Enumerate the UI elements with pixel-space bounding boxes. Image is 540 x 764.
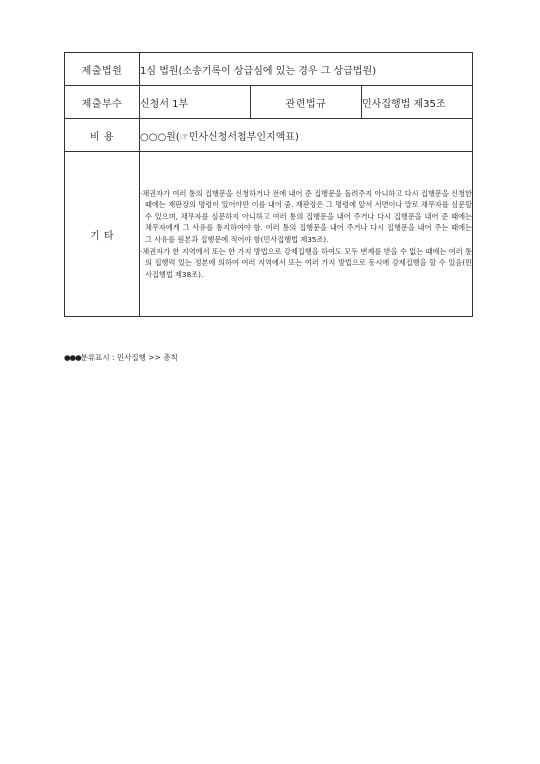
classification-footer bbox=[64, 352, 178, 363]
other-label: 기 타 bbox=[65, 152, 140, 317]
application-info-table bbox=[64, 52, 473, 317]
related-law-label: 관련법규 bbox=[251, 86, 362, 119]
bullet-icon: ●●● bbox=[64, 353, 81, 362]
copies-label: 제출부수 bbox=[65, 86, 140, 119]
note-item: ·채권자가 한 지역에서 또는 한 가지 방법으로 강제집행을 하여도 모두 변제를 받을 수 없는 때에는 여러 통의 집행력 있는 정본에 의하여 여러 지역에서 또는 여러 가지 방법으로 동시에 강제집행을 할 수 있음(민사집행법 제38조). bbox=[140, 246, 472, 279]
note-item: ·채권자가 여러 통의 집행문을 신청하거나 전에 내어 준 집행문을 돌려주지 아니하고 다시 집행문을 신청한 때에는 재판장의 명령이 있어야만 이를 내어 줌. 재판장은 그 명령에 앞서 서면이나 말로 채무자를 심문할 수 있으며, 채무자를 심문하지 아니하고 여러 통의 집행문을 내어 주거나 다시 집행문을 내어 준 때에는 채무자에게 그 사유를 통지하여야 함. 여러 통의 집행문을 내어 주거나 다시 집행문을 내어 주는 때에는 그 사유를 원본과 집행문에 적어야 함(민사집행법 제35조). bbox=[140, 188, 472, 244]
court-label: 제출법원 bbox=[65, 53, 140, 86]
other-notes bbox=[140, 152, 473, 317]
cost-label: 비 용 bbox=[65, 119, 140, 152]
court-value: 1심 법원(소송기록이 상급심에 있는 경우 그 상급법원) bbox=[140, 53, 473, 86]
copies-value: 신청서 1부 bbox=[140, 86, 251, 119]
cost-value: ○○○원(☞민사신청서첩부인지액표) bbox=[140, 119, 473, 152]
classification-text: 분류표시 : 민사집행 >> 총칙 bbox=[80, 353, 178, 362]
related-law-value: 민사집행법 제35조 bbox=[362, 86, 473, 119]
